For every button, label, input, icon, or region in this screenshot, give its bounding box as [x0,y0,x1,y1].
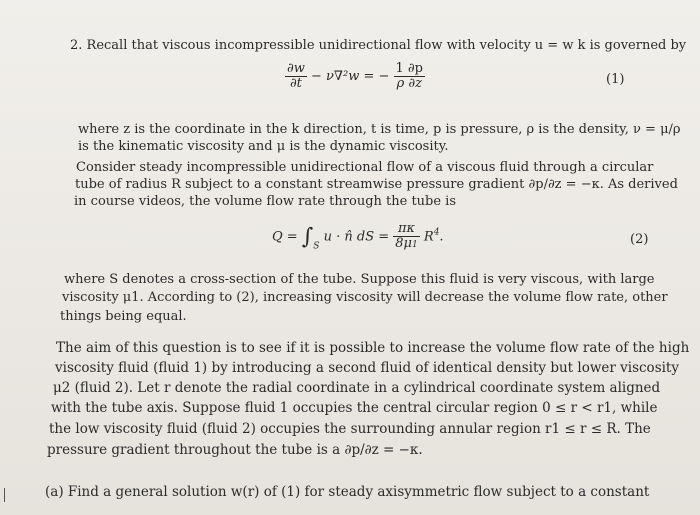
paragraph-2-line-2: tube of radius R subject to a constant streamwise pressure gradient ∂p/∂z = −κ. As derived [75,177,678,192]
paragraph-4-line-3: μ2 (fluid 2). Let r denote the radial coordinate in a cylindrical coordinate system aligned [53,380,661,396]
intro-text: Recall that viscous incompressible unidirectional flow with velocity u = w k is governed by [86,38,687,53]
paragraph-4-line-5: the low viscosity fluid (fluid 2) occupies the surrounding annular region r1 ≤ r ≤ R. The [49,421,651,437]
part-a-text: (a) Find a general solution w(r) of (1) for steady axisymmetric flow subject to a constant [45,484,650,500]
paragraph-4-line-1: The aim of this question is to see if it is possible to increase the volume flow rate of the high [56,340,690,356]
paragraph-4-line-6: pressure gradient throughout the tube is a ∂p/∂z = −κ. [47,442,423,458]
paragraph-1-line-2: is the kinematic viscosity and μ is the dynamic viscosity. [78,139,449,154]
equation-1-number: (1) [606,72,625,87]
paragraph-4-line-4: with the tube axis. Suppose fluid 1 occupies the central circular region 0 ≤ r < r1, while [51,400,658,416]
paragraph-3-line-3: things being equal. [60,309,187,324]
paragraph-1-line-1: where z is the coordinate in the k direction, t is time, p is pressure, ρ is the density, ν = μ/ρ [78,122,681,137]
equation-2-number: (2) [630,232,649,247]
page-edge-mark [4,488,5,502]
paragraph-2-line-1: Consider steady incompressible unidirectional flow of a viscous fluid through a circular [76,160,654,175]
paragraph-3-line-1: where S denotes a cross-section of the tube. Suppose this fluid is very viscous, with large [64,272,655,287]
paragraph-2-line-3: in course videos, the volume flow rate through the tube is [74,194,457,209]
paragraph-3-line-2: viscosity μ1. According to (2), increasing viscosity will decrease the volume flow rate, other [62,290,668,305]
equation-1: $\frac{\partial w}{\partial t}$ − ν∇²w = − $\frac{1 \partial p}{\rho \partial z}$ [287,61,423,91]
equation-2: $Q = \int_S$ u · n̂ dS = $\frac{\pi\kappa}{8\mu 1}$ $R^4$. [272,221,444,252]
paragraph-4-line-2: viscosity fluid (fluid 1) by introducing a second fluid of identical density but lower viscosity [55,360,679,376]
problem-number-and-intro [70,38,686,54]
problem-number: 2. [70,38,83,53]
